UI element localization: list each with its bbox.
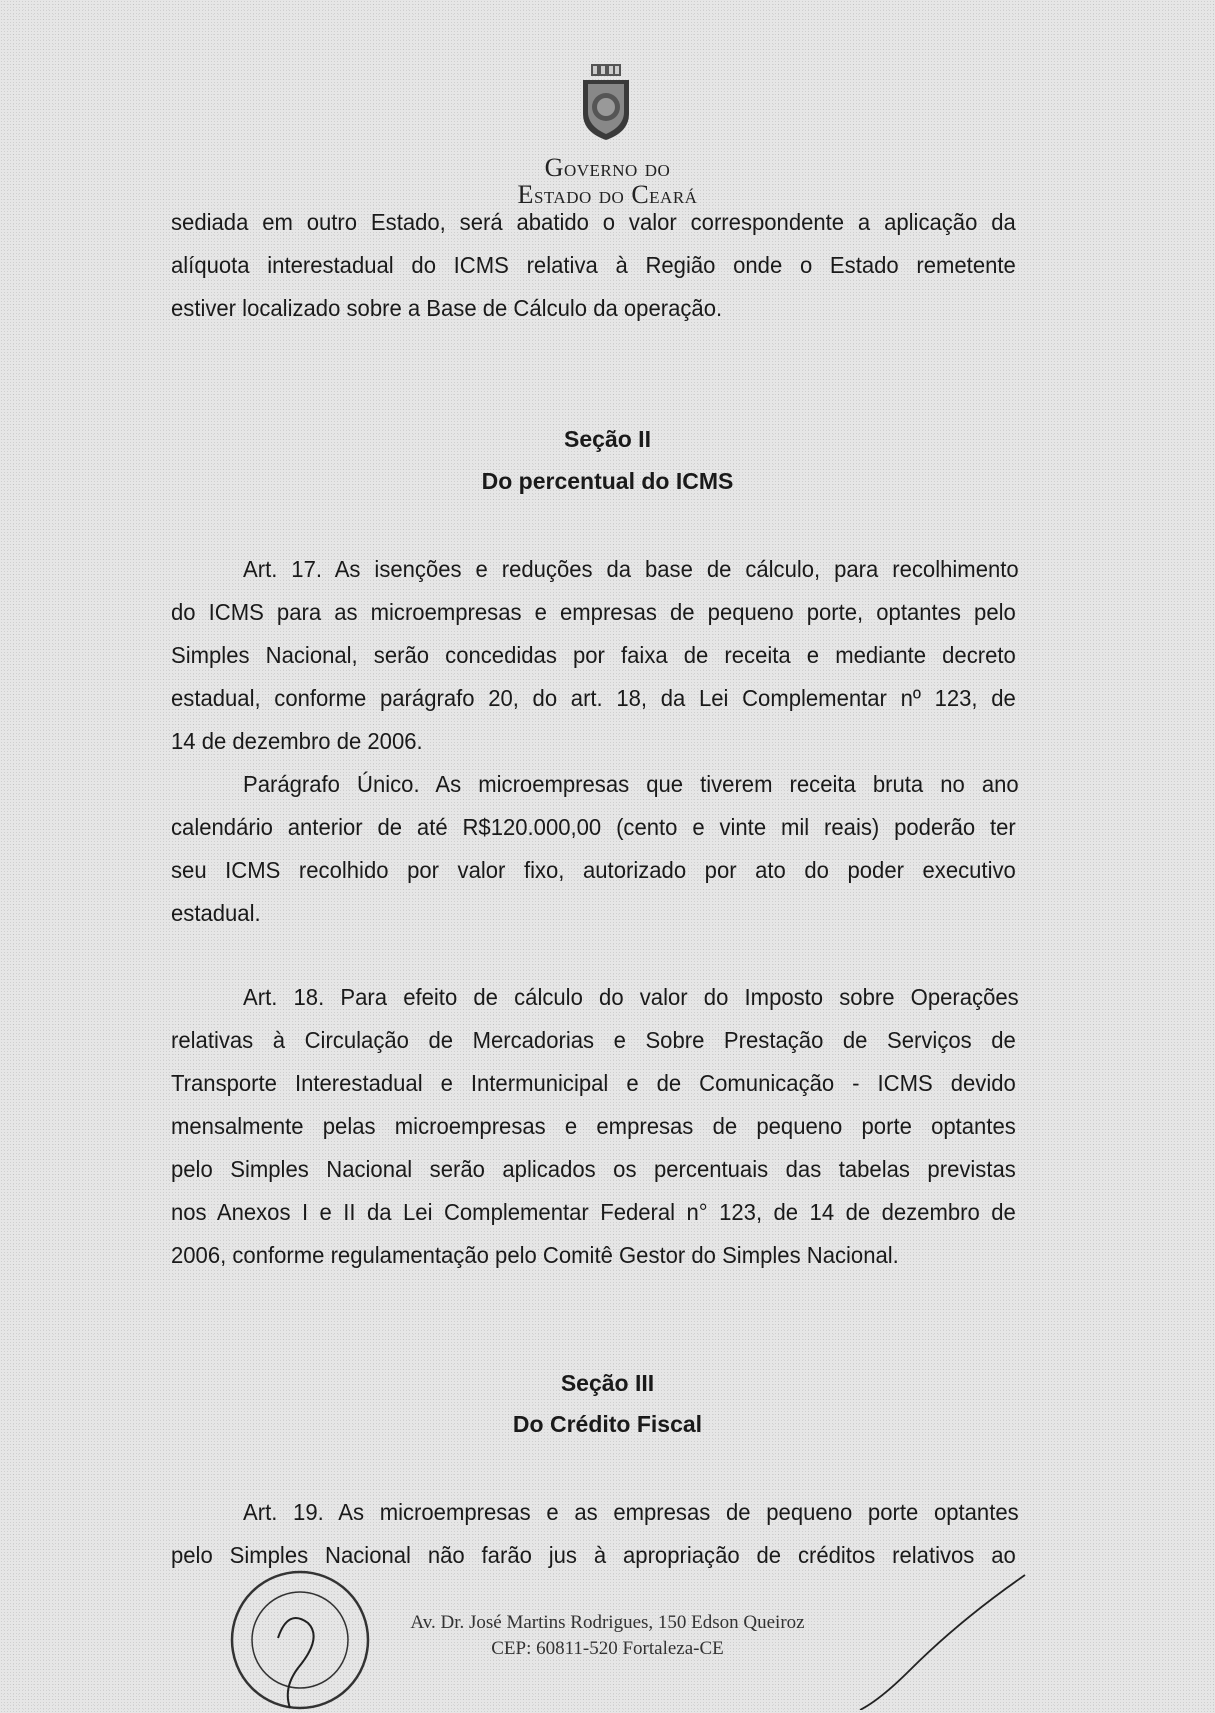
body-line: alíquota interestadual do ICMS relativa à Região onde o Estado remetente: [171, 252, 1016, 278]
signature-icon: [850, 1570, 1030, 1710]
section-subtitle: Do percentual do ICMS: [481, 468, 734, 494]
article-18-line: relativas à Circulação de Mercadorias e Sobre Prestação de Serviços de: [171, 1027, 1016, 1053]
article-18-line: Art. 18. Para efeito de cálculo do valor do Imposto sobre Operações: [243, 984, 1019, 1010]
paragrafo-unico-line: estadual.: [171, 900, 261, 926]
article-17-line: estadual, conforme parágrafo 20, do art. 18, da Lei Complementar nº 123, de: [171, 685, 1016, 711]
paragrafo-unico-line: seu ICMS recolhido por valor fixo, autorizado por ato do poder executivo: [171, 857, 1016, 883]
body-line: estiver localizado sobre a Base de Cálculo da operação.: [171, 295, 723, 321]
section-title: Seção II: [564, 426, 651, 452]
article-17-line: Art. 17. As isenções e reduções da base de cálculo, para recolhimento: [243, 556, 1019, 582]
article-18-line: pelo Simples Nacional serão aplicados os percentuais das tabelas previstas: [171, 1156, 1016, 1182]
article-19-line: Art. 19. As microempresas e as empresas de pequeno porte optantes: [243, 1499, 1019, 1525]
paragrafo-unico-line: Parágrafo Único. As microempresas que tiverem receita bruta no ano: [243, 771, 1019, 797]
body-line: sediada em outro Estado, será abatido o valor correspondente a aplicação da: [171, 209, 1016, 235]
letterhead-line-2: ESTADO DO CEARÁ: [517, 180, 698, 209]
article-17-line: Simples Nacional, serão concedidas por faixa de receita e mediante decreto: [171, 642, 1016, 668]
article-18-line: mensalmente pelas microempresas e empresas de pequeno porte optantes: [171, 1113, 1016, 1139]
article-17-line: 14 de dezembro de 2006.: [171, 728, 423, 754]
section-title: Seção III: [560, 1370, 655, 1396]
footer-cep: CEP: 60811-520 Fortaleza-CE: [491, 1638, 724, 1659]
footer-address: Av. Dr. José Martins Rodrigues, 150 Edson Queiroz: [410, 1612, 805, 1633]
article-18-line: 2006, conforme regulamentação pelo Comitê Gestor do Simples Nacional.: [171, 1242, 899, 1268]
paragrafo-unico-line: calendário anterior de até R$120.000,00 (cento e vinte mil reais) poderão ter: [171, 814, 1016, 840]
section-subtitle: Do Crédito Fiscal: [512, 1411, 703, 1437]
article-19-line: pelo Simples Nacional não farão jus à apropriação de créditos relativos ao: [171, 1542, 1016, 1568]
article-17-line: do ICMS para as microempresas e empresas de pequeno porte, optantes pelo: [171, 599, 1016, 625]
article-18-line: Transporte Interestadual e Intermunicipal e de Comunicação - ICMS devido: [171, 1070, 1016, 1096]
letterhead-line-1: GOVERNO DO: [544, 153, 671, 182]
state-coat-of-arms-icon: [577, 62, 635, 142]
article-18-line: nos Anexos I e II da Lei Complementar Federal n° 123, de 14 de dezembro de: [171, 1199, 1016, 1225]
